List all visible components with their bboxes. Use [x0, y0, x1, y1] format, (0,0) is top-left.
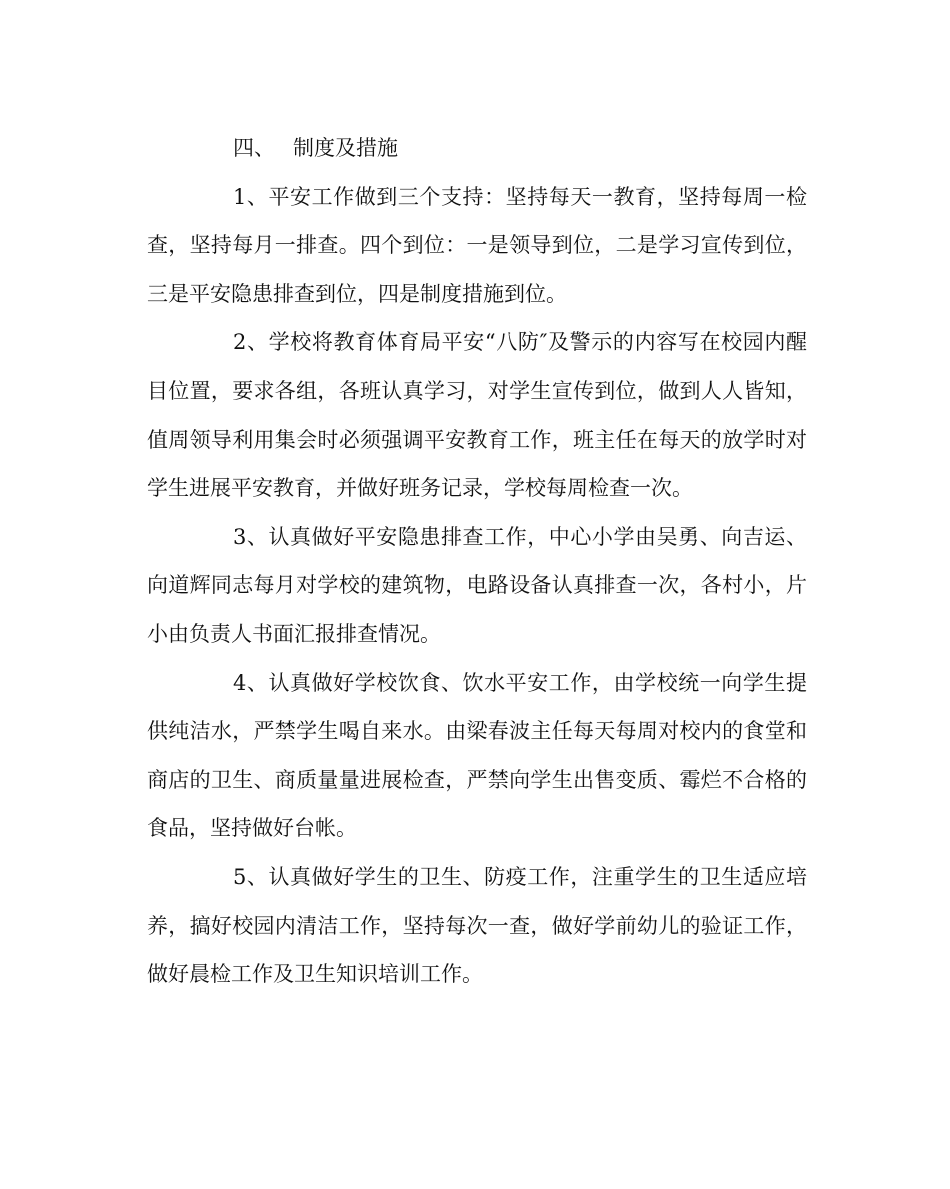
- paragraph-3: 3、认真做好平安隐患排查工作，中心小学由吴勇、向吉运、向道辉同志每月对学校的建筑物，电路设备认真排查一次，各村小，片小由负责人书面汇报排查情况。: [147, 524, 807, 646]
- paragraph-4: 4、认真做好学校饮食、饮水平安工作，由学校统一向学生提供纯洁水，严禁学生喝自来水。由梁春波主任每天每周对校内的食堂和商店的卫生、商质量量进展检查，严禁向学生出售变质、霉烂不合格的食品，坚持做好台帐。: [147, 670, 807, 841]
- document-body: [147, 124, 807, 999]
- section-heading: [147, 124, 807, 173]
- paragraph-1: 1、平安工作做到三个支持：坚持每天一教育，坚持每周一检查，坚持每月一排查。四个到位：一是领导到位，二是学习宣传到位，三是平安隐患排查到位，四是制度措施到位。: [147, 184, 807, 306]
- section-number: 四、: [233, 136, 275, 160]
- paragraph-2: 2、学校将教育体育局平安“八防″及警示的内容写在校园内醒目位置，要求各组，各班认真学习，对学生宣传到位，做到人人皆知，值周领导利用集会时必须强调平安教育工作，班主任在每天的放学时对学生进展平安教育，并做好班务记录，学校每周检查一次。: [147, 330, 807, 501]
- section-title: 制度及措施: [293, 136, 398, 160]
- paragraph-5: 5、认真做好学生的卫生、防疫工作，注重学生的卫生适应培养，搞好校园内清洁工作，坚持每次一查，做好学前幼儿的验证工作，做好晨检工作及卫生知识培训工作。: [147, 864, 807, 987]
